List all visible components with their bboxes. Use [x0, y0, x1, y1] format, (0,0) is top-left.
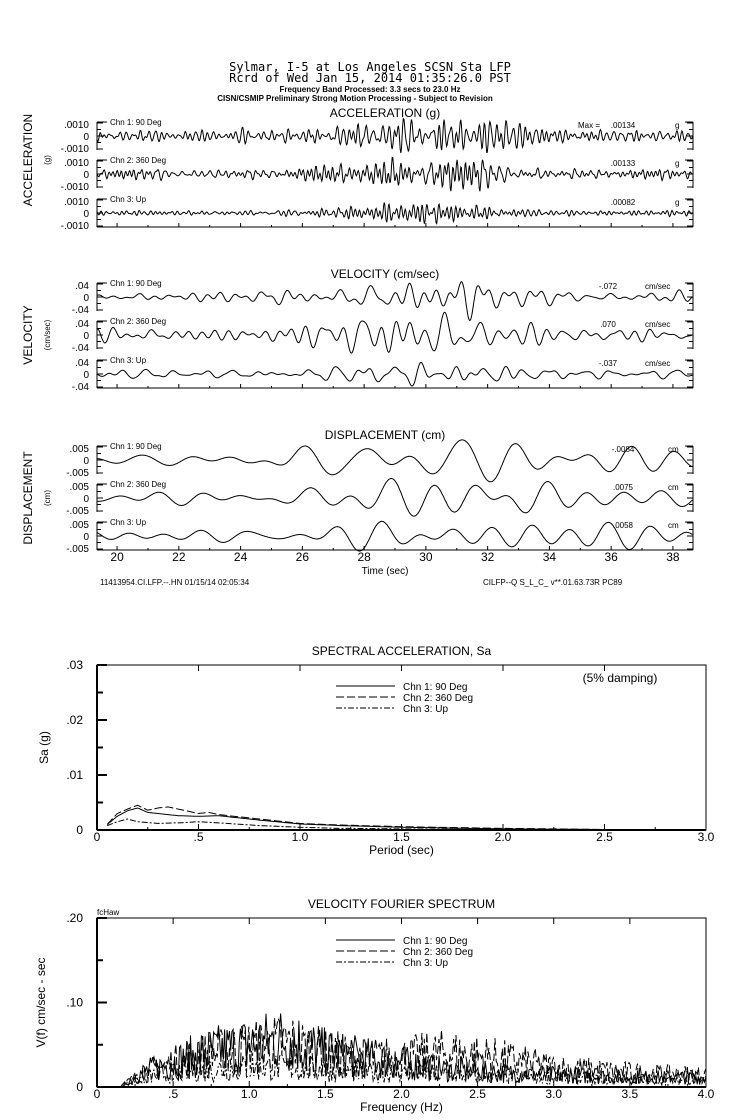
x-tick-label: 0 [93, 830, 101, 844]
channel-label: Chn 3: Up [110, 195, 147, 204]
panel-yunits: (g) [43, 155, 52, 165]
y-tick-label: 0 [83, 293, 89, 304]
x-tick-label: 1.5 [393, 830, 410, 844]
footer-right: CILFP--Q S_L_C_ v**.01.63.73R PC89 [483, 578, 623, 587]
y-tick-label: -.04 [71, 305, 89, 316]
max-unit: g [675, 159, 680, 168]
waveform-trace [97, 479, 692, 517]
y-tick-label: -.005 [66, 544, 89, 555]
x-tick-label: 38 [666, 550, 680, 564]
x-tick-label: 24 [233, 550, 248, 564]
legend-label: Chn 2: 360 Deg [403, 693, 474, 704]
waveform-trace [97, 312, 692, 353]
max-unit: cm [668, 521, 679, 530]
panel-yunits: (cm/sec) [43, 319, 52, 351]
y-tick-label: .01 [66, 768, 83, 782]
y-tick-label: -.005 [66, 506, 89, 517]
spectrum-title: VELOCITY FOURIER SPECTRUM [307, 897, 496, 911]
x-tick-label: .5 [193, 830, 204, 844]
y-tick-label: 0 [83, 370, 89, 381]
max-unit: cm/sec [645, 320, 671, 329]
header-band: Frequency Band Processed: 3.3 secs to 23.0 Hz [279, 85, 461, 94]
max-prefix: Max = [577, 121, 600, 130]
legend-label: Chn 1: 90 Deg [403, 682, 468, 693]
x-tick-label: 0 [93, 1087, 101, 1101]
x-tick-label: .5 [168, 1087, 179, 1101]
panel-ylabel: ACCELERATION [21, 113, 35, 207]
channel-label: Chn 3: Up [110, 356, 147, 365]
y-tick-label: 0 [83, 132, 89, 143]
x-tick-label: 20 [110, 550, 124, 564]
y-tick-label: .005 [69, 520, 89, 531]
y-tick-label: .0010 [63, 120, 89, 131]
max-value: .00134 [610, 121, 636, 130]
max-value: -.037 [598, 359, 618, 368]
x-tick-label: 3.5 [621, 1087, 639, 1101]
footer-left: 11413954.CI.LFP.--.HN 01/15/14 02:05:34 [100, 578, 250, 587]
y-tick-label: .04 [75, 281, 89, 292]
channel-label: Chn 1: 90 Deg [110, 442, 162, 451]
x-axis-label: Period (sec) [369, 843, 434, 857]
x-tick-label: 26 [295, 550, 310, 564]
x-tick-label: 34 [542, 550, 557, 564]
x-tick-label: 30 [419, 550, 433, 564]
header-disclaimer: CISN/CSMIP Preliminary Strong Motion Processing - Subject to Revision [217, 94, 493, 103]
y-tick-label: 0 [83, 209, 89, 220]
max-unit: g [675, 198, 680, 207]
y-tick-label: .10 [66, 995, 83, 1010]
x-tick-label: 1.5 [317, 1087, 334, 1101]
y-tick-label: -.04 [71, 382, 89, 393]
x-tick-label: 4.0 [697, 1087, 715, 1101]
x-axis-label: Time (sec) [361, 566, 409, 577]
y-tick-label: .0010 [63, 158, 89, 169]
panel-yunits: (cm) [43, 490, 52, 506]
y-tick-label: 0 [83, 170, 89, 181]
max-value: .070 [600, 320, 616, 329]
waveform-trace [97, 440, 692, 482]
corner-label: fcHaw [97, 908, 120, 917]
y-tick-label: -.04 [71, 343, 89, 354]
panel-title: ACCELERATION (g) [329, 106, 441, 120]
x-tick-label: 32 [480, 550, 495, 564]
x-tick-label: 1.0 [240, 1087, 258, 1101]
max-unit: cm [668, 445, 679, 454]
legend-label: Chn 3: Up [403, 958, 449, 969]
max-unit: cm [668, 483, 679, 492]
plot-frame [97, 665, 706, 830]
legend-label: Chn 3: Up [403, 704, 449, 715]
x-tick-label: 2.5 [596, 830, 613, 844]
header-record: Rcrd of Wed Jan 15, 2014 01:35:26.0 PST [229, 71, 511, 85]
channel-label: Chn 2: 360 Deg [110, 156, 167, 165]
y-tick-label: .04 [75, 319, 89, 330]
y-tick-label: .005 [69, 444, 89, 455]
y-tick-label: .0010 [63, 197, 89, 208]
waveform-trace [97, 203, 692, 224]
x-axis-label: Frequency (Hz) [360, 1100, 443, 1114]
channel-label: Chn 2: 360 Deg [110, 480, 167, 489]
spectrum-trace [107, 819, 706, 830]
y-tick-label: -.005 [66, 468, 89, 479]
channel-label: Chn 3: Up [110, 518, 147, 527]
y-tick-label: .20 [66, 911, 83, 925]
header-station: Sylmar, I-5 at Los Angeles SCSN Sta LFP [229, 60, 511, 74]
y-tick-label: 0 [76, 1080, 83, 1094]
max-unit: cm/sec [645, 282, 671, 291]
y-tick-label: 0 [83, 494, 89, 505]
x-tick-label: 3.0 [697, 830, 715, 844]
y-tick-label: 0 [76, 823, 83, 837]
waveform-trace [97, 119, 692, 153]
y-tick-label: .03 [66, 658, 83, 672]
panel-title: DISPLACEMENT (cm) [324, 428, 446, 442]
spectrum-trace [107, 805, 706, 829]
max-unit: cm/sec [645, 359, 671, 368]
max-value: -.072 [598, 282, 618, 291]
legend-label: Chn 1: 90 Deg [403, 936, 468, 947]
max-value: -.0084 [611, 445, 635, 454]
panel-ylabel: DISPLACEMENT [21, 451, 35, 545]
legend-label: Chn 2: 360 Deg [403, 947, 474, 958]
y-tick-label: .02 [66, 713, 83, 727]
x-tick-label: 28 [357, 550, 371, 564]
y-tick-label: 0 [83, 331, 89, 342]
max-value: .00082 [610, 198, 636, 207]
x-tick-label: 22 [172, 550, 186, 564]
damping-note: (5% damping) [582, 671, 658, 685]
y-axis-label: V(f) cm/sec - sec [34, 957, 48, 1048]
channel-label: Chn 1: 90 Deg [110, 118, 162, 127]
x-tick-label: 3.0 [545, 1087, 563, 1101]
y-tick-label: 0 [83, 456, 89, 467]
y-axis-label: Sa (g) [37, 731, 51, 764]
spectrum-title: SPECTRAL ACCELERATION, Sa [311, 644, 492, 658]
y-tick-label: -.0010 [60, 221, 89, 232]
waveform-trace [97, 157, 692, 191]
y-tick-label: -.0010 [60, 182, 89, 193]
x-tick-label: 36 [604, 550, 618, 564]
channel-label: Chn 2: 360 Deg [110, 317, 167, 326]
channel-label: Chn 1: 90 Deg [110, 279, 162, 288]
waveform-trace [97, 521, 692, 551]
y-tick-label: -.0010 [60, 144, 89, 155]
panel-title: VELOCITY (cm/sec) [330, 267, 440, 281]
x-tick-label: 2.5 [469, 1087, 486, 1101]
y-tick-label: .005 [69, 482, 89, 493]
y-tick-label: .04 [75, 358, 89, 369]
y-tick-label: 0 [83, 532, 89, 543]
panel-ylabel: VELOCITY [21, 305, 35, 365]
x-tick-label: 1.0 [291, 830, 309, 844]
x-tick-label: 2.0 [393, 1087, 410, 1101]
max-value: .0058 [612, 521, 634, 530]
max-value: .00133 [610, 159, 636, 168]
max-unit: g [675, 121, 680, 130]
x-tick-label: 2.0 [494, 830, 512, 844]
max-value: .0075 [612, 483, 634, 492]
